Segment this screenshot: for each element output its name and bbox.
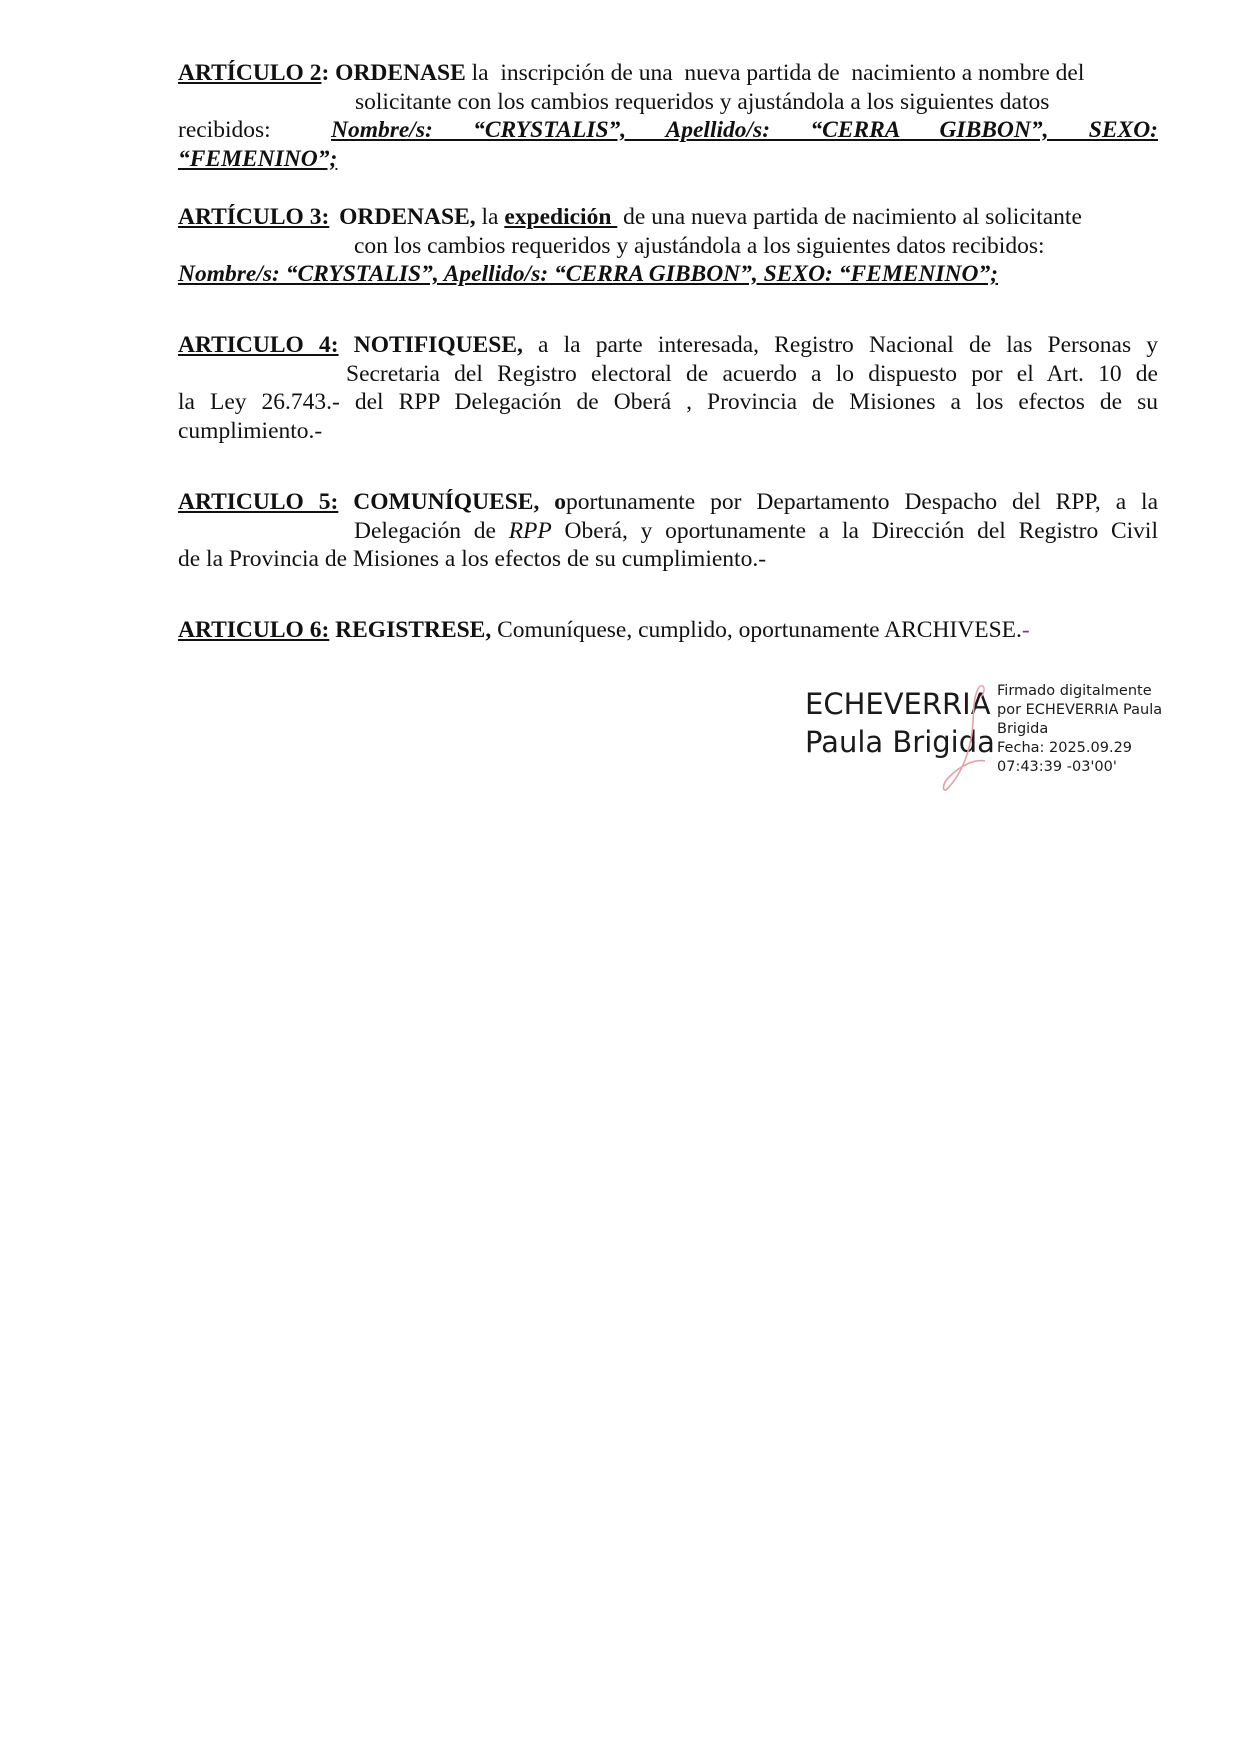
article-6-line-1: ARTICULO 6: REGISTRESE, Comuníquese, cumplido, oportunamente ARCHIVESE.-	[178, 617, 1030, 643]
signature-time: 07:43:39 -03'00'	[997, 759, 1117, 775]
article-5-heading: ARTICULO 5:	[178, 489, 339, 515]
article-2-line-2: solicitante con los cambios requeridos y ajustándola a los siguientes datos	[355, 88, 1050, 115]
article-5-verb: COMUNÍQUESE,	[353, 489, 540, 515]
article-5-line-3: de la Provincia de Misiones a los efectos de su cumplimiento.-	[178, 546, 767, 572]
article-2-verb: ORDENASE	[335, 60, 466, 86]
article-5-line-2: Delegación de RPP Oberá, y oportunamente a la Dirección del Registro Civil	[354, 517, 1158, 544]
article-3-line-1: ARTÍCULO 3: ORDENASE, la expedición de una nueva partida de nacimiento al solicitante	[178, 204, 1082, 230]
article-3-line-2: con los cambios requeridos y ajustándola a los siguientes datos recibidos:	[354, 232, 1045, 259]
article-2-line-1: ARTÍCULO 2: ORDENASE la inscripción de una nueva partida de nacimiento a nombre del	[178, 60, 1085, 86]
signature-given-name: Paula Brigida	[805, 725, 995, 759]
signature-details: Firmado digitalmente por ECHEVERRIA Paula Brigida Fecha: 2025.09.29 07:43:39 -03'00'	[997, 683, 1163, 775]
article-3-line-3	[178, 260, 1158, 289]
article-4-line-3: la Ley 26.743.- del RPP Delegación de Oberá , Provincia de Misiones a los efectos de su	[178, 389, 1158, 415]
signature-date: Fecha: 2025.09.29	[997, 740, 1133, 756]
article-4-line-2: Secretaria del Registro electoral de acuerdo a lo dispuesto por el Art. 10 de	[346, 360, 1158, 387]
article-6-verb: REGISTRESE,	[335, 617, 492, 643]
article-4-line-1: ARTICULO 4: NOTIFIQUESE, a la parte interesada, Registro Nacional de las Personas y	[178, 332, 1158, 358]
article-4-verb: NOTIFIQUESE,	[353, 332, 523, 358]
article-2-data: Nombre/s: “CRYSTALIS”, Apellido/s: “CERRA GIBBON”, SEXO:	[330, 117, 1158, 143]
signature-scribble-icon	[935, 681, 995, 793]
article-5-line-1: ARTICULO 5: COMUNÍQUESE, oportunamente por Departamento Despacho del RPP, a la	[178, 489, 1158, 515]
article-2	[178, 59, 1158, 173]
article-4	[178, 331, 1158, 445]
digital-signature	[805, 685, 1165, 795]
article-6	[178, 616, 1158, 645]
article-6-heading: ARTICULO 6:	[178, 617, 330, 643]
article-3-verb: ORDENASE,	[339, 204, 476, 230]
article-4-heading: ARTICULO 4:	[178, 332, 339, 358]
article-3-heading: ARTÍCULO 3:	[178, 204, 330, 230]
article-3-data: Nombre/s: “CRYSTALIS”, Apellido/s: “CERRA GIBBON”, SEXO: “FEMENINO”;	[178, 261, 999, 287]
article-2-heading: ARTÍCULO 2	[178, 60, 322, 86]
signature-surname: ECHEVERRIA	[805, 687, 991, 721]
article-3	[178, 203, 1158, 289]
article-2-line-4: “FEMENINO”;	[178, 145, 338, 172]
article-5	[178, 488, 1158, 574]
article-3-keyword: expedición	[504, 204, 618, 230]
article-2-line-3: recibidos: Nombre/s: “CRYSTALIS”, Apellido/s: “CERRA GIBBON”, SEXO:	[178, 117, 1158, 143]
article-4-line-4: cumplimiento.-	[178, 417, 323, 444]
